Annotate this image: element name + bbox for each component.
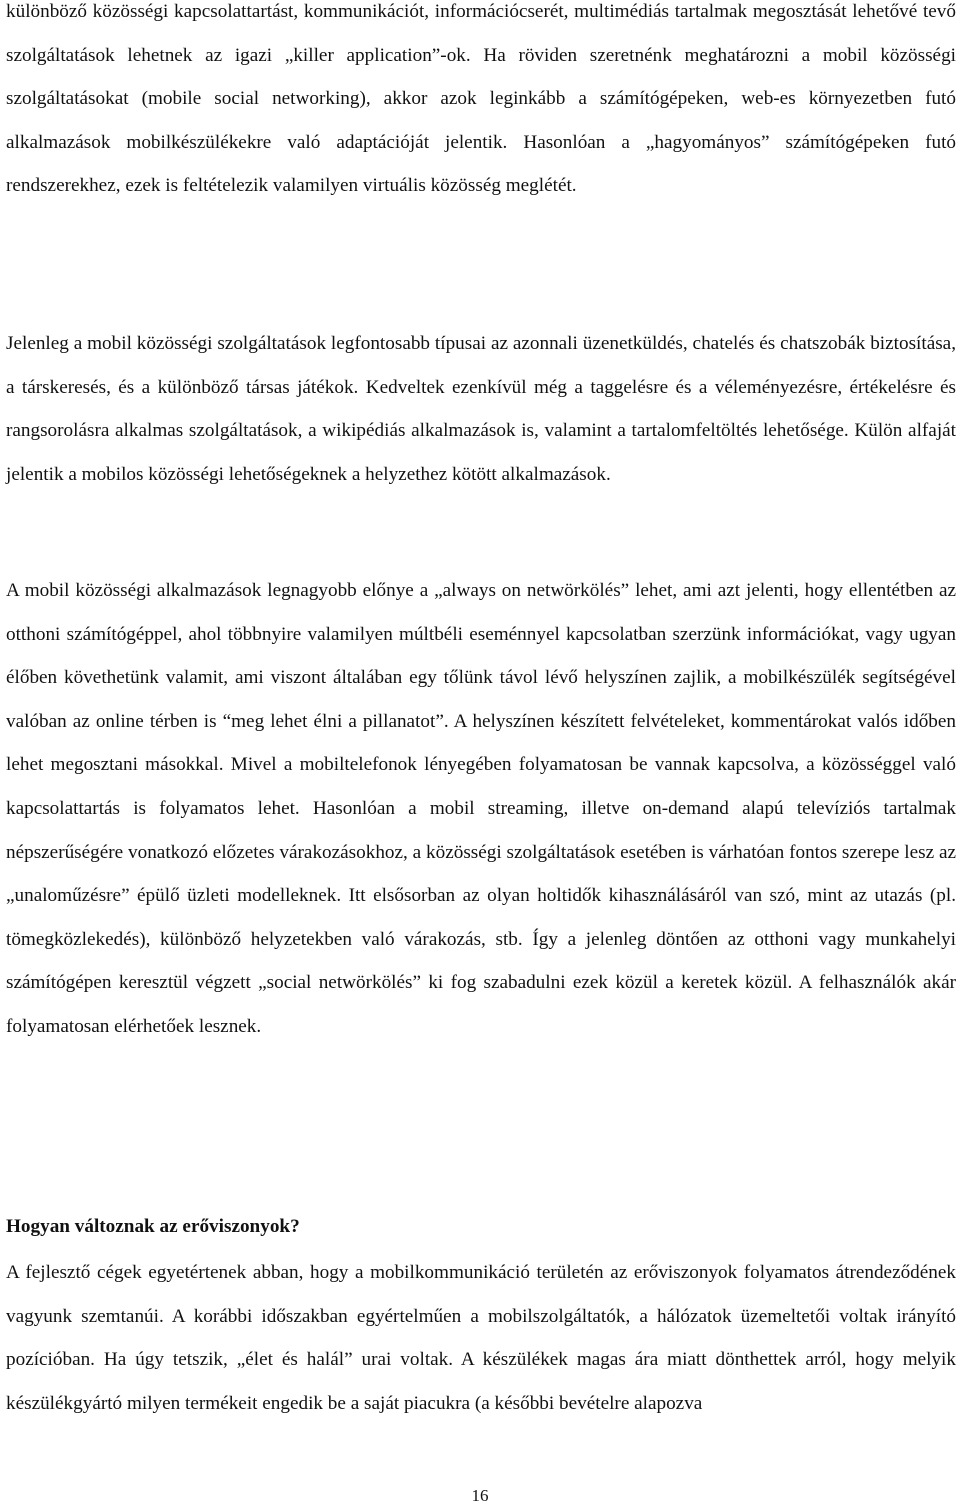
- section-heading: Hogyan változnak az erőviszonyok?: [6, 1216, 300, 1237]
- paragraph-service-types: Jelenleg a mobil közösségi szolgáltatások legfontosabb típusai az azonnali üzenetküldés, chatelés és chatszobák biztosítása, a társkeresés, és a különböző társas játékok. Kedveltek ezenkívül még a taggelésre és a véleményezésre, értékelésre és rangsorolásra alkalmas szolgáltatások, a wikipédiás alkalmazások is, valamint a tartalomfeltöltés lehetősége. Külön alfaját jelentik a mobilos közösségi lehetőségeknek a helyzethez kötött alkalmazások.: [6, 333, 956, 485]
- paragraph-intro: különböző közösségi kapcsolattartást, kommunikációt, információcserét, multimédiás tartalmak megosztását lehetővé tevő szolgáltatások lehetnek az igazi „killer application”-ok. Ha röviden szeretnénk meghatározni a mobil közösségi szolgáltatásokat (mobile social networking), akkor azok leginkább a számítógépeken, web-es környezetben futó alkalmazások mobilkészülékekre való adaptációját jelentik. Hasonlóan a „hagyományos” számítógépeken futó rendszerekhez, ezek is feltételezik valamilyen virtuális közösség meglétét.: [6, 1, 956, 197]
- paragraph-always-on: A mobil közösségi alkalmazások legnagyobb előnye a „always on netwörkölés” lehet, ami azt jelenti, hogy ellentétben az otthoni számítógéppel, ahol többnyire valamilyen múltbéli eseménnyel kapcsolatban szerzünk információkat, vagy ugyan élőben követhetünk valamit, ami viszont általában egy tőlünk távol lévő helyszínen zajlik, a mobilkészülék segítségével valóban az online térben is “meg lehet élni a pillanatot”. A helyszínen készített felvételeket, kommentárokat valós időben lehet megosztani másokkal. Mivel a mobiltelefonok lényegében folyamatosan be vannak kapcsolva, a közösséggel való kapcsolattartás is folyamatos lehet. Hasonlóan a mobil streaming, illetve on-demand alapú televíziós tartalmak népszerűségére vonatkozó előzetes várakozásokhoz, a közösségi szolgáltatások esetében is várhatóan fontos szerepe lesz az „unaloműzésre” épülő üzleti modelleknek. Itt elsősorban az olyan holtidők kihasználásáról van szó, mint az utazás (pl. tömegközlekedés), különböző helyzetekben való várakozás, stb. Így a jelenleg döntően az otthoni vagy munkahelyi számítógépen keresztül végzett „social netwörkölés” ki fog szabadulni ezek közül a keretek közül. A felhasználók akár folyamatosan elérhetőek lesznek.: [6, 580, 956, 1037]
- paragraph-power-relations: A fejlesztő cégek egyetértenek abban, hogy a mobilkommunikáció területén az erőviszonyok folyamatos átrendeződének vagyunk szemtanúi. A korábbi időszakban egyértelműen a mobilszolgáltatók, a hálózatok üzemeltetői voltak irányító pozícióban. Ha úgy tetszik, „élet és halál” urai voltak. A készülékek magas ára miatt dönthettek arról, hogy melyik készülékgyártó milyen termékeit engedik be a saját piacukra (a későbbi bevételre alapozva: [6, 1262, 956, 1414]
- page-number: 16: [471, 1486, 489, 1505]
